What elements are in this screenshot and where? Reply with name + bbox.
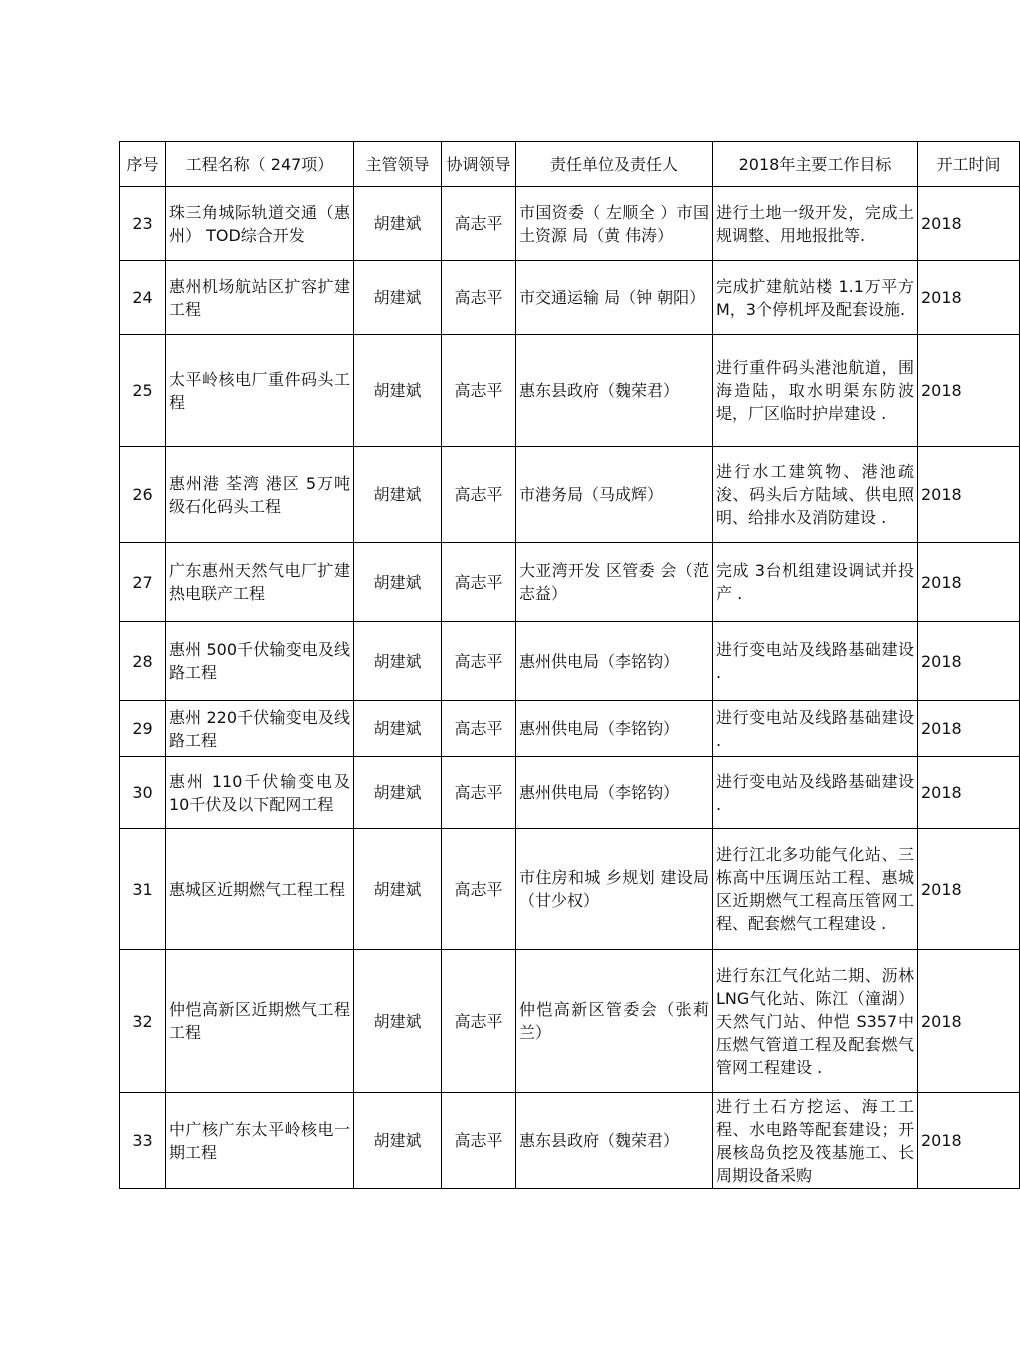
header-unit: 责任单位及责任人 <box>516 142 713 187</box>
start-date: 2018 <box>918 543 1020 622</box>
coord-leader: 高志平 <box>442 447 516 543</box>
responsible-unit: 市住房和城 乡规划 建设局（甘少权） <box>516 829 713 950</box>
row-number: 28 <box>120 622 166 701</box>
coord-leader: 高志平 <box>442 757 516 829</box>
start-date: 2018 <box>918 447 1020 543</box>
project-name: 惠州 220千伏输变电及线路工程 <box>166 701 354 757</box>
responsible-unit: 市国资委（ 左顺全 ）市国土资源 局（黄 伟涛） <box>516 187 713 261</box>
responsible-unit: 惠东县政府（魏荣君） <box>516 335 713 447</box>
lead-leader: 胡建斌 <box>354 757 442 829</box>
responsible-unit: 市港务局（马成辉） <box>516 447 713 543</box>
project-name: 仲恺高新区近期燃气工程工程 <box>166 950 354 1093</box>
table-row <box>120 1093 1020 1189</box>
header-date: 开工时间 <box>918 142 1020 187</box>
row-number: 31 <box>120 829 166 950</box>
project-name: 珠三角城际轨道交通（惠州） TOD综合开发 <box>166 187 354 261</box>
work-goal: 进行江北多功能气化站、三栋高中压调压站工程、惠城区近期燃气工程高压管网工程、配套燃气工程建设 . <box>713 829 918 950</box>
coord-leader: 高志平 <box>442 829 516 950</box>
project-name: 惠州港 荃湾 港区 5万吨级石化码头工程 <box>166 447 354 543</box>
lead-leader: 胡建斌 <box>354 622 442 701</box>
lead-leader: 胡建斌 <box>354 543 442 622</box>
work-goal: 进行土石方挖运、海工工程、水电路等配套建设；开展核岛负挖及筏基施工、长周期设备采购 <box>713 1093 918 1189</box>
coord-leader: 高志平 <box>442 701 516 757</box>
start-date: 2018 <box>918 622 1020 701</box>
project-name: 惠州 110千伏输变电及10千伏及以下配网工程 <box>166 757 354 829</box>
start-date: 2018 <box>918 757 1020 829</box>
project-name: 广东惠州天然气电厂扩建热电联产工程 <box>166 543 354 622</box>
start-date: 2018 <box>918 950 1020 1093</box>
row-number: 32 <box>120 950 166 1093</box>
start-date: 2018 <box>918 335 1020 447</box>
responsible-unit: 惠州供电局（李铭钧） <box>516 622 713 701</box>
row-number: 26 <box>120 447 166 543</box>
coord-leader: 高志平 <box>442 187 516 261</box>
coord-leader: 高志平 <box>442 1093 516 1189</box>
project-name: 太平岭核电厂重件码头工程 <box>166 335 354 447</box>
start-date: 2018 <box>918 1093 1020 1189</box>
table-row <box>120 622 1020 701</box>
lead-leader: 胡建斌 <box>354 701 442 757</box>
work-goal: 进行土地一级开发，完成土规调整、用地报批等. <box>713 187 918 261</box>
lead-leader: 胡建斌 <box>354 187 442 261</box>
start-date: 2018 <box>918 187 1020 261</box>
responsible-unit: 大亚湾开发 区管委 会（范志益） <box>516 543 713 622</box>
work-goal: 完成扩建航站楼 1.1万平方M，3个停机坪及配套设施. <box>713 261 918 335</box>
lead-leader: 胡建斌 <box>354 261 442 335</box>
work-goal: 进行变电站及线路基础建设 . <box>713 701 918 757</box>
work-goal: 进行东江气化站二期、沥林 LNG气化站、陈江（潼湖）天然气门站、仲恺 S357中压燃气管道工程及配套燃气管网工程建设 . <box>713 950 918 1093</box>
row-number: 23 <box>120 187 166 261</box>
coord-leader: 高志平 <box>442 622 516 701</box>
responsible-unit: 惠州供电局（李铭钧） <box>516 701 713 757</box>
start-date: 2018 <box>918 261 1020 335</box>
header-name: 工程名称（ 247项） <box>166 142 354 187</box>
lead-leader: 胡建斌 <box>354 829 442 950</box>
project-table <box>119 141 1020 1189</box>
work-goal: 进行变电站及线路基础建设 . <box>713 622 918 701</box>
project-name: 中广核广东太平岭核电一期工程 <box>166 1093 354 1189</box>
work-goal: 进行变电站及线路基础建设 . <box>713 757 918 829</box>
responsible-unit: 仲恺高新区管委会（张莉兰） <box>516 950 713 1093</box>
table-header-row <box>120 142 1020 187</box>
row-number: 27 <box>120 543 166 622</box>
start-date: 2018 <box>918 701 1020 757</box>
row-number: 24 <box>120 261 166 335</box>
lead-leader: 胡建斌 <box>354 335 442 447</box>
row-number: 29 <box>120 701 166 757</box>
header-lead: 主管领导 <box>354 142 442 187</box>
table-row <box>120 543 1020 622</box>
project-name: 惠州 500千伏输变电及线路工程 <box>166 622 354 701</box>
work-goal: 完成 3台机组建设调试并投产 . <box>713 543 918 622</box>
coord-leader: 高志平 <box>442 335 516 447</box>
header-coord: 协调领导 <box>442 142 516 187</box>
lead-leader: 胡建斌 <box>354 950 442 1093</box>
row-number: 33 <box>120 1093 166 1189</box>
table-row <box>120 335 1020 447</box>
work-goal: 进行重件码头港池航道，围海造陆，取水明渠东防波堤，厂区临时护岸建设 . <box>713 335 918 447</box>
table-row <box>120 447 1020 543</box>
row-number: 30 <box>120 757 166 829</box>
coord-leader: 高志平 <box>442 543 516 622</box>
lead-leader: 胡建斌 <box>354 447 442 543</box>
responsible-unit: 惠州供电局（李铭钧） <box>516 757 713 829</box>
lead-leader: 胡建斌 <box>354 1093 442 1189</box>
row-number: 25 <box>120 335 166 447</box>
start-date: 2018 <box>918 829 1020 950</box>
table-row <box>120 950 1020 1093</box>
coord-leader: 高志平 <box>442 950 516 1093</box>
header-goal: 2018年主要工作目标 <box>713 142 918 187</box>
project-name: 惠州机场航站区扩容扩建工程 <box>166 261 354 335</box>
project-name: 惠城区近期燃气工程工程 <box>166 829 354 950</box>
coord-leader: 高志平 <box>442 261 516 335</box>
table-row <box>120 829 1020 950</box>
responsible-unit: 市交通运输 局（钟 朝阳） <box>516 261 713 335</box>
table-row <box>120 187 1020 261</box>
table-row <box>120 701 1020 757</box>
table-row <box>120 261 1020 335</box>
work-goal: 进行水工建筑物、港池疏浚、码头后方陆域、供电照明、给排水及消防建设 . <box>713 447 918 543</box>
header-no: 序号 <box>120 142 166 187</box>
responsible-unit: 惠东县政府（魏荣君） <box>516 1093 713 1189</box>
table-row <box>120 757 1020 829</box>
